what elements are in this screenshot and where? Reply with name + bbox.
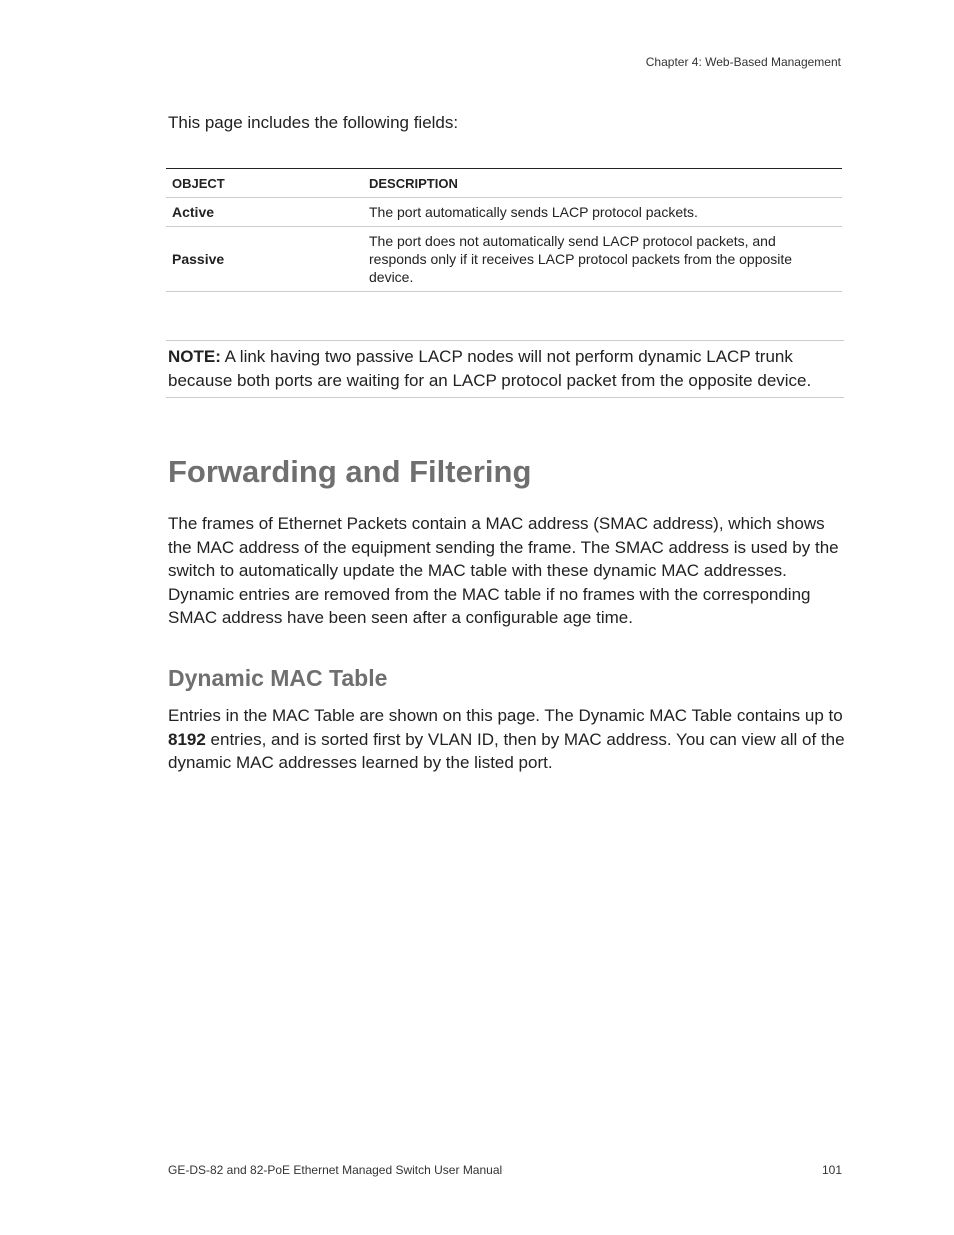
note-label: NOTE: (168, 347, 221, 366)
note-box (166, 340, 844, 398)
table-cell-object: Active (166, 198, 363, 227)
intro-text: This page includes the following fields: (168, 113, 459, 132)
section-paragraph: The frames of Ethernet Packets contain a MAC address (SMAC address), which shows the MAC address of the equipment sending the frame. The SMAC address is used by the switch to automatically update the MAC table with these dynamic MAC addresses. Dynamic entries are removed from the MAC table if no frames with the corresponding SMAC address have been seen after a configurable age time. (168, 514, 839, 627)
table-cell-description: The port automatically sends LACP protocol packets. (363, 198, 842, 227)
table-header-row (166, 169, 842, 198)
subsection-paragraph-start: Entries in the MAC Table are shown on this page. The Dynamic MAC Table contains up to (168, 706, 843, 725)
chapter-header: Chapter 4: Web-Based Management (645, 55, 841, 69)
footer-manual-title: GE-DS-82 and 82-PoE Ethernet Managed Switch User Manual (168, 1163, 503, 1177)
subsection-paragraph (168, 704, 848, 775)
table-cell-object: Passive (166, 227, 363, 292)
table-row (166, 227, 842, 292)
subsection-heading: Dynamic MAC Table (168, 665, 388, 691)
max-entries-value: 8192 (168, 729, 206, 749)
fields-table (166, 168, 842, 292)
column-header-description: DESCRIPTION (363, 169, 842, 198)
note-text: A link having two passive LACP nodes will not perform dynamic LACP trunk because both ports are waiting for an LACP protocol packet from the opposite device. (168, 347, 812, 390)
subsection-paragraph-end: entries, and is sorted first by VLAN ID, then by MAC address. You can view all of the dynamic MAC addresses learned by the listed port. (168, 729, 845, 772)
footer-page-number: 101 (821, 1163, 842, 1177)
table-cell-description: The port does not automatically send LACP protocol packets, and responds only if it receives LACP protocol packets from the opposite device. (363, 227, 842, 292)
column-header-object: OBJECT (166, 169, 363, 198)
section-heading: Forwarding and Filtering (168, 454, 532, 489)
table-row (166, 198, 842, 227)
